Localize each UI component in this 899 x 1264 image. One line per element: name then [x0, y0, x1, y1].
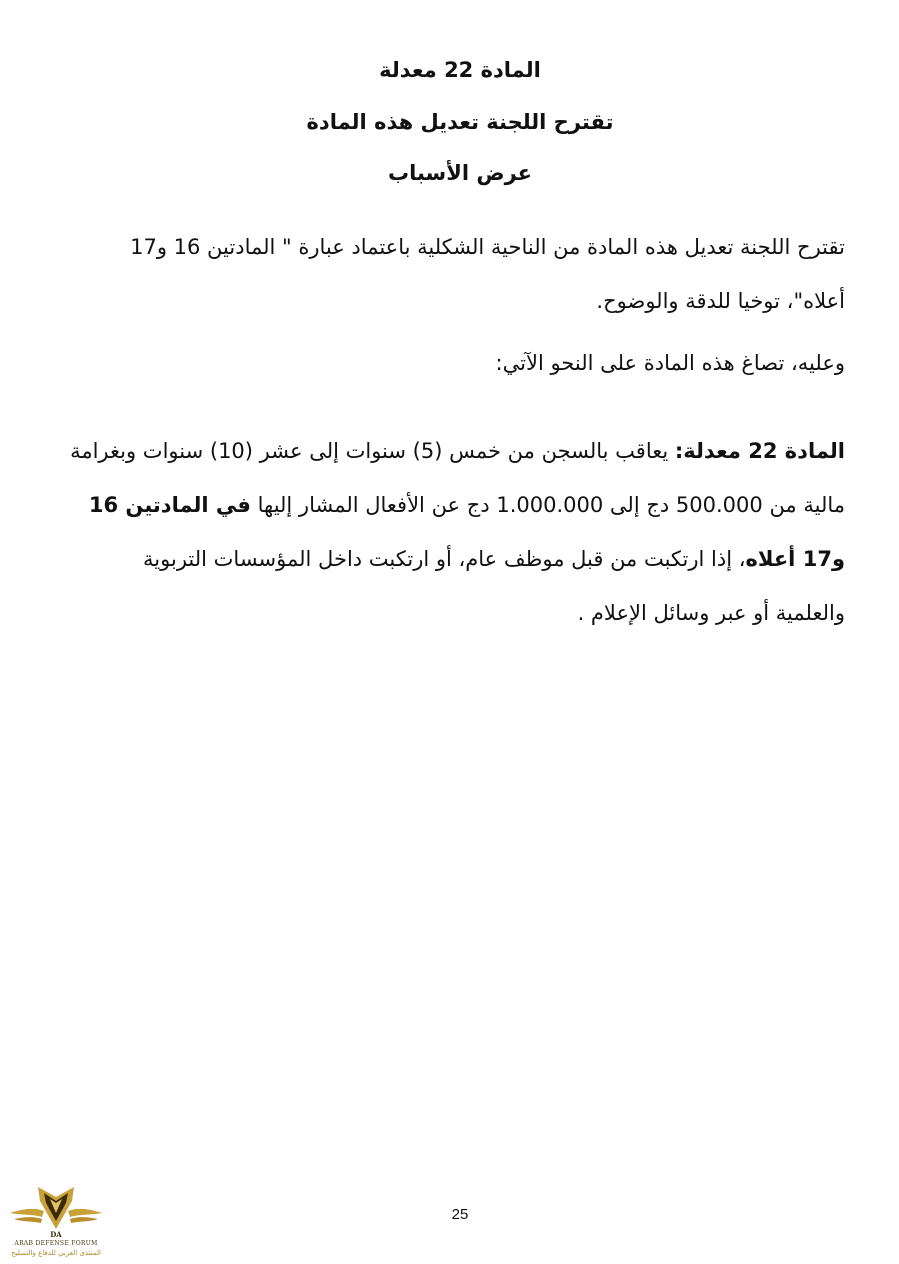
amended-article-label: المادة 22 معدلة: [674, 439, 845, 463]
article-title: المادة 22 معدلة [379, 58, 541, 82]
article-line [70, 532, 845, 586]
article-text: مالية من 500.000 دج إلى 1.000.000 دج عن الأفعال المشار إليها [250, 493, 845, 517]
article-reference-bold: في المادتين 16 [88, 493, 251, 517]
amended-article-paragraph [70, 424, 845, 640]
article-line [70, 478, 845, 532]
watermark-english-name: ARAB DEFENSE FORUM [14, 1240, 98, 1247]
page-number: 25 [451, 1206, 469, 1223]
reasons-line: تقترح اللجنة تعديل هذه المادة من الناحية الشكلية باعتماد عبارة " المادتين 16 و17 [130, 235, 845, 259]
article-reference-bold: و17 أعلاه [745, 547, 845, 571]
committee-proposal-heading: تقترح اللجنة تعديل هذه المادة [306, 110, 614, 134]
article-text: يعاقب بالسجن من خمس (5) سنوات إلى عشر (10) سنوات وبغرامة [70, 439, 675, 463]
accordingly-line: وعليه، تصاغ هذه المادة على النحو الآتي: [495, 351, 845, 375]
reasons-heading: عرض الأسباب [387, 161, 533, 185]
article-line: والعلمية أو عبر وسائل الإعلام . [577, 601, 845, 625]
article-line [70, 424, 845, 478]
article-text: ، إذا ارتكبت من قبل موظف عام، أو ارتكبت داخل المؤسسات التربوية [143, 547, 746, 571]
watermark-monogram: DA [50, 1230, 62, 1239]
arab-defense-forum-watermark [4, 1183, 108, 1261]
watermark-arabic-name: المنتدى العربي للدفاع والتسليح [11, 1249, 101, 1257]
accordingly-paragraph [70, 336, 845, 390]
reasons-paragraph [70, 220, 845, 328]
reasons-line: أعلاه"، توخيا للدقة والوضوح. [596, 289, 845, 313]
